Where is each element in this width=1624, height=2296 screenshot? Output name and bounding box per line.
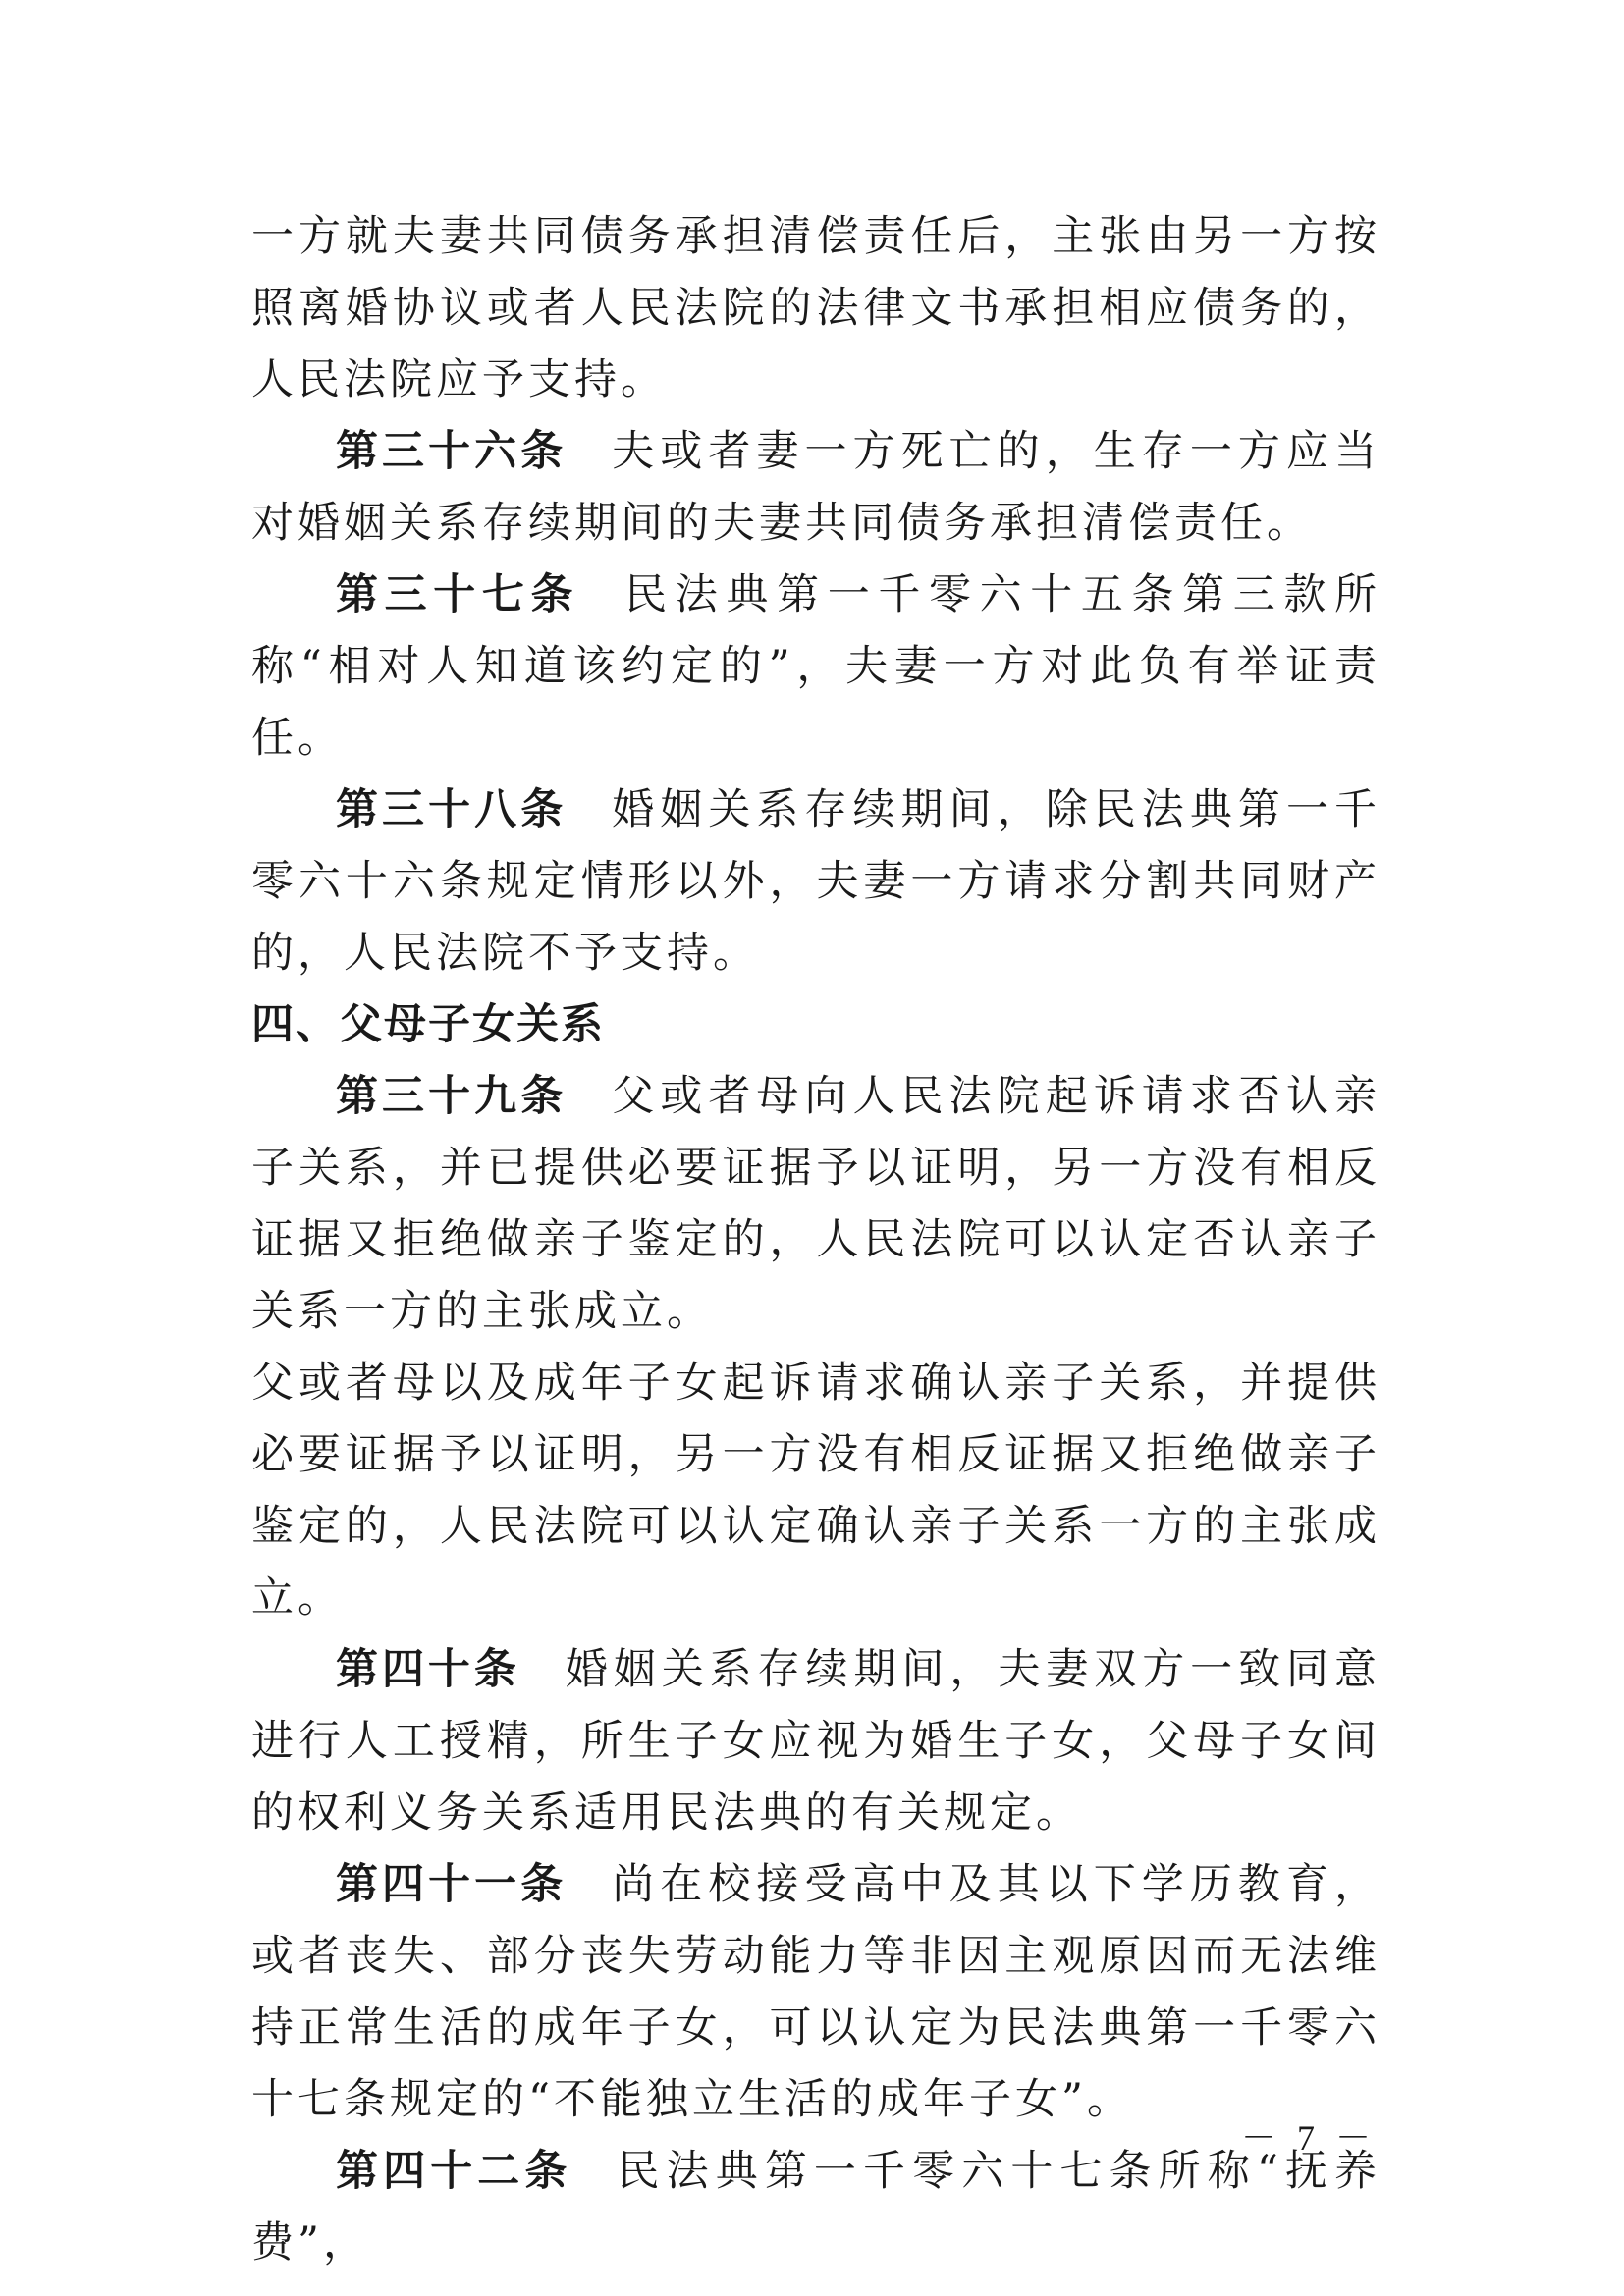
article-text: 尚在校接受高中及其以下学历教育，或者丧失、部分丧失劳动能力等非因主观原因而无法维持正常生活的成年子女，可以认定为民法典第一千零六十七条规定的“不能独立生活的成年子女”。 [251, 1860, 1380, 2124]
article-title: 第四十一条 [336, 1860, 568, 1909]
article-text: 民法典第一千零六十七条所称“抚养费”， [251, 2147, 1381, 2268]
article-36 [251, 416, 1380, 560]
article-title: 第四十二条 [336, 2147, 572, 2196]
article-40 [251, 1634, 1380, 1849]
document-body [251, 201, 1380, 2279]
article-title: 第三十七条 [336, 570, 580, 619]
article-39 [251, 1061, 1380, 1348]
article-text: 父或者母向人民法院起诉请求否认亲子关系，并已提供必要证据予以证明，另一方没有相反证据又拒绝做亲子鉴定的，人民法院可以认定否认亲子关系一方的主张成立。 [251, 1072, 1380, 1336]
article-38 [251, 774, 1380, 989]
article-41 [251, 1849, 1380, 2136]
article-text: 民法典第一千零六十五条第三款所称“相对人知道该约定的”，夫妻一方对此负有举证责任。 [251, 570, 1381, 763]
article-title: 第四十条 [336, 1645, 520, 1694]
page-number: － 7 － [1240, 2118, 1377, 2158]
section-heading: 四、父母子女关系 [251, 1000, 605, 1049]
article-37 [251, 560, 1380, 774]
paragraph-text: 父或者母以及成年子女起诉请求确认亲子关系，并提供必要证据予以证明，另一方没有相反证据又拒绝做亲子鉴定的，人民法院可以认定确认亲子关系一方的主张成立。 [251, 1359, 1380, 1623]
paragraph-continuation [251, 201, 1380, 416]
article-42 [251, 2136, 1380, 2279]
article-title: 第三十九条 [336, 1072, 568, 1121]
article-title: 第三十八条 [336, 785, 568, 834]
article-39-second-paragraph [251, 1348, 1380, 1634]
article-text: 夫或者妻一方死亡的，生存一方应当对婚姻关系存续期间的夫妻共同债务承担清偿责任。 [251, 427, 1380, 548]
paragraph-text: 一方就夫妻共同债务承担清偿责任后，主张由另一方按照离婚协议或者人民法院的法律文书承担相应债务的，人民法院应予支持。 [251, 212, 1380, 404]
article-text: 婚姻关系存续期间，除民法典第一千零六十六条规定情形以外，夫妻一方请求分割共同财产的，人民法院不予支持。 [251, 785, 1380, 978]
article-title: 第三十六条 [336, 427, 568, 476]
article-text: 婚姻关系存续期间，夫妻双方一致同意进行人工授精，所生子女应视为婚生子女，父母子女间的权利义务关系适用民法典的有关规定。 [251, 1645, 1381, 1838]
